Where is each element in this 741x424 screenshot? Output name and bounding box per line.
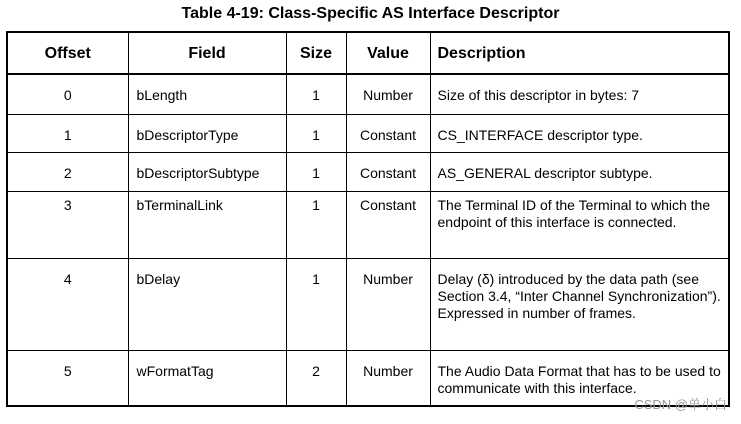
table-row [7, 114, 729, 152]
cell-field: bTerminalLink [128, 191, 286, 258]
cell-offset: 0 [7, 74, 128, 114]
table-row [7, 152, 729, 191]
cell-value: Number [346, 258, 430, 350]
table-caption: Table 4-19: Class-Specific AS Interface Descriptor [181, 5, 560, 22]
cell-field: wFormatTag [128, 350, 286, 406]
cell-size: 1 [286, 114, 346, 152]
header-description: Description [430, 32, 729, 74]
cell-field: bLength [128, 74, 286, 114]
cell-field: bDescriptorSubtype [128, 152, 286, 191]
cell-offset: 5 [7, 350, 128, 406]
cell-offset: 4 [7, 258, 128, 350]
cell-description: The Audio Data Format that has to be used to communicate with this interface. [430, 350, 729, 406]
cell-offset: 2 [7, 152, 128, 191]
table-row [7, 350, 729, 406]
cell-size: 1 [286, 191, 346, 258]
cell-value: Number [346, 74, 430, 114]
cell-size: 1 [286, 152, 346, 191]
cell-size: 2 [286, 350, 346, 406]
cell-field: bDescriptorType [128, 114, 286, 152]
cell-value: Constant [346, 152, 430, 191]
cell-value: Number [346, 350, 430, 406]
cell-description: Delay (δ) introduced by the data path (see Section 3.4, “Inter Channel Synchronization”). Expressed in number of frames. [430, 258, 729, 350]
cell-description: Size of this descriptor in bytes: 7 [430, 74, 729, 114]
cell-field: bDelay [128, 258, 286, 350]
cell-description: CS_INTERFACE descriptor type. [430, 114, 729, 152]
header-value: Value [346, 32, 430, 74]
header-offset: Offset [7, 32, 128, 74]
table-row [7, 74, 729, 114]
table-header-row [7, 32, 729, 74]
cell-description: AS_GENERAL descriptor subtype. [430, 152, 729, 191]
descriptor-table [6, 31, 730, 407]
cell-value: Constant [346, 114, 430, 152]
cell-size: 1 [286, 258, 346, 350]
cell-value: Constant [346, 191, 430, 258]
header-size: Size [286, 32, 346, 74]
cell-size: 1 [286, 74, 346, 114]
cell-description: The Terminal ID of the Terminal to which the endpoint of this interface is connected. [430, 191, 729, 258]
table-row [7, 258, 729, 350]
cell-offset: 3 [7, 191, 128, 258]
table-row [7, 191, 729, 258]
watermark: CSDN @单小白 [634, 397, 727, 412]
cell-offset: 1 [7, 114, 128, 152]
header-field: Field [128, 32, 286, 74]
